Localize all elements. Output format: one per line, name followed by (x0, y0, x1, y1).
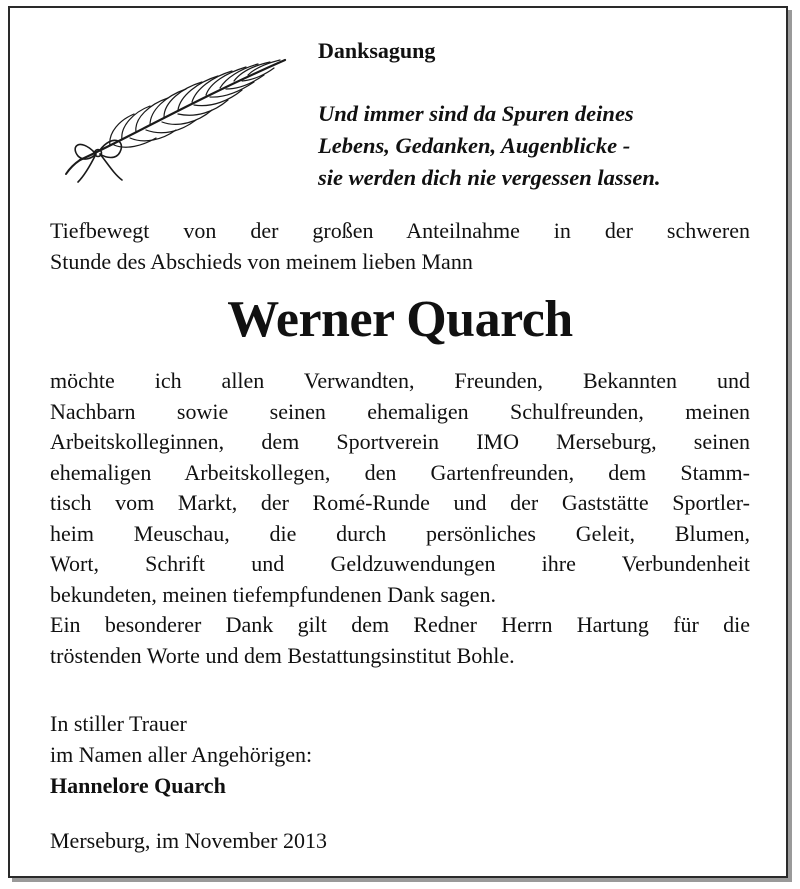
message-line: Arbeitskolleginnen, dem Sportverein IMO Merseburg, seinen (50, 429, 750, 454)
place-date-line: Merseburg, im November 2013 (50, 828, 327, 853)
message-line: Nachbarn sowie seinen ehemaligen Schulfreunden, meinen (50, 398, 750, 424)
message-line: tröstenden Worte und dem Bestattungsinstitut Bohle. (50, 642, 515, 668)
message-line: möchte ich allen Verwandten, Freunden, Bekannten und (50, 368, 750, 393)
deceased-name: Werner Quarch (227, 291, 573, 348)
memorial-verse (318, 98, 661, 194)
verse-line: sie werden dich nie vergessen lassen. (318, 165, 661, 190)
message-line: tisch vom Markt, der Romé-Runde und der Gaststätte Sportler- (50, 490, 750, 515)
closing-line: im Namen aller Angehörigen: (50, 742, 313, 767)
verse-line: Und immer sind da Spuren deines (318, 101, 634, 126)
message-line: heim Meuschau, die durch persönliches Geleit, Blumen, (50, 520, 750, 546)
notice-frame (8, 6, 788, 878)
notice-heading: Danksagung (318, 38, 436, 63)
message-line: bekundeten, meinen tiefempfundenen Dank sagen. (50, 581, 496, 607)
message-line: ehemaligen Arbeitskollegen, den Gartenfreunden, dem Stamm- (50, 459, 750, 485)
intro-line: Stunde des Abschieds von meinem lieben Mann (50, 248, 473, 274)
signer-name: Hannelore Quarch (50, 773, 226, 798)
thanks-paragraph (50, 366, 750, 671)
intro-line: Tiefbewegt von der großen Anteilnahme in der schweren (50, 218, 750, 243)
intro-paragraph (50, 216, 750, 277)
message-line: Ein besonderer Dank gilt dem Redner Herrn Hartung für die (50, 612, 750, 637)
verse-line: Lebens, Gedanken, Augenblicke - (318, 133, 631, 158)
feather-with-bow-icon (50, 42, 300, 192)
closing-block (50, 708, 312, 801)
message-line: Wort, Schrift und Geldzuwendungen ihre Verbundenheit (50, 551, 750, 576)
closing-line: In stiller Trauer (50, 711, 187, 736)
